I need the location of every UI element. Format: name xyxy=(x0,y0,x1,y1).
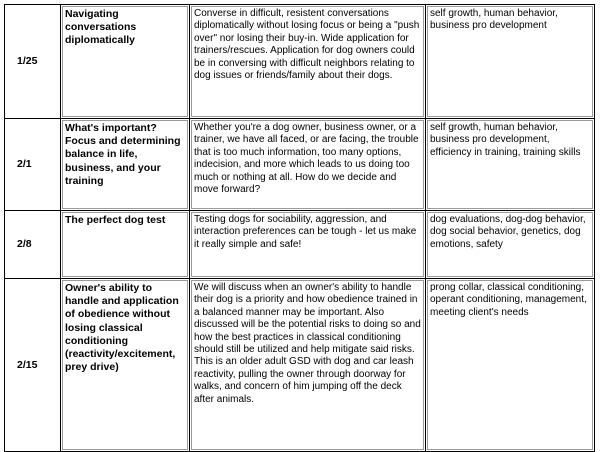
session-date: 1/25 xyxy=(17,55,38,68)
schedule-table xyxy=(4,4,595,452)
session-title: What's important? Focus and determining balance in life, business, and your training xyxy=(62,120,188,209)
date-cell xyxy=(5,5,61,119)
session-description: Converse in difficult, resistent conversations diplomatically without losing focus or being a "push over" nor losing their buy-in. Wide application for trainers/rescues. Application for dog owners could be in conversing with difficult neighbors relating to dog issues or friends/family about their dogs. xyxy=(191,6,424,117)
session-title: Navigating conversations diplomatically xyxy=(62,6,188,117)
date-cell xyxy=(5,279,61,452)
table-row xyxy=(5,119,595,211)
title-cell xyxy=(61,5,190,119)
description-cell xyxy=(190,211,426,279)
session-description: Whether you're a dog owner, business owner, or a trainer, we have all faced, or are facing, the trouble that is too much information, too many options, indecision, and more which leads to us doing too much or nothing at all. How do we decide and move forward? xyxy=(191,120,424,209)
session-description: We will discuss when an owner's ability to handle their dog is a priority and how obedience trained in a balanced manner may be important. Also discussed will be the potential risks to doing so and how the best practices in classical conditioning should still be utilized and help mitigate said risks. This is an older adult GSD with dog and car leash reactivity, pulling the owner through doorway for walks, and concern of him jumping off the deck after animals. xyxy=(191,280,424,450)
title-cell xyxy=(61,119,190,211)
tags-cell xyxy=(426,279,595,452)
description-cell xyxy=(190,5,426,119)
table-row xyxy=(5,5,595,119)
session-date: 2/8 xyxy=(17,238,32,251)
title-cell xyxy=(61,211,190,279)
session-date: 2/15 xyxy=(17,358,38,371)
description-cell xyxy=(190,119,426,211)
session-tags: prong collar, classical conditioning, operant conditioning, management, meeting client's needs xyxy=(427,280,593,450)
session-date: 2/1 xyxy=(17,158,32,171)
session-tags: self growth, human behavior, business pro development xyxy=(427,6,593,117)
session-title: The perfect dog test xyxy=(62,212,188,277)
table-row xyxy=(5,211,595,279)
session-description: Testing dogs for sociability, aggression, and interaction preferences can be tough - let us make it really simple and safe! xyxy=(191,212,424,277)
date-cell xyxy=(5,211,61,279)
description-cell xyxy=(190,279,426,452)
table-row xyxy=(5,279,595,452)
session-title: Owner's ability to handle and application of obedience without losing classical conditioning (reactivity/excitement, prey drive) xyxy=(62,280,188,450)
title-cell xyxy=(61,279,190,452)
tags-cell xyxy=(426,119,595,211)
tags-cell xyxy=(426,211,595,279)
session-tags: self growth, human behavior, business pro development, efficiency in training, training skills xyxy=(427,120,593,209)
date-cell xyxy=(5,119,61,211)
session-tags: dog evaluations, dog-dog behavior, dog social behavior, genetics, dog emotions, safety xyxy=(427,212,593,277)
tags-cell xyxy=(426,5,595,119)
